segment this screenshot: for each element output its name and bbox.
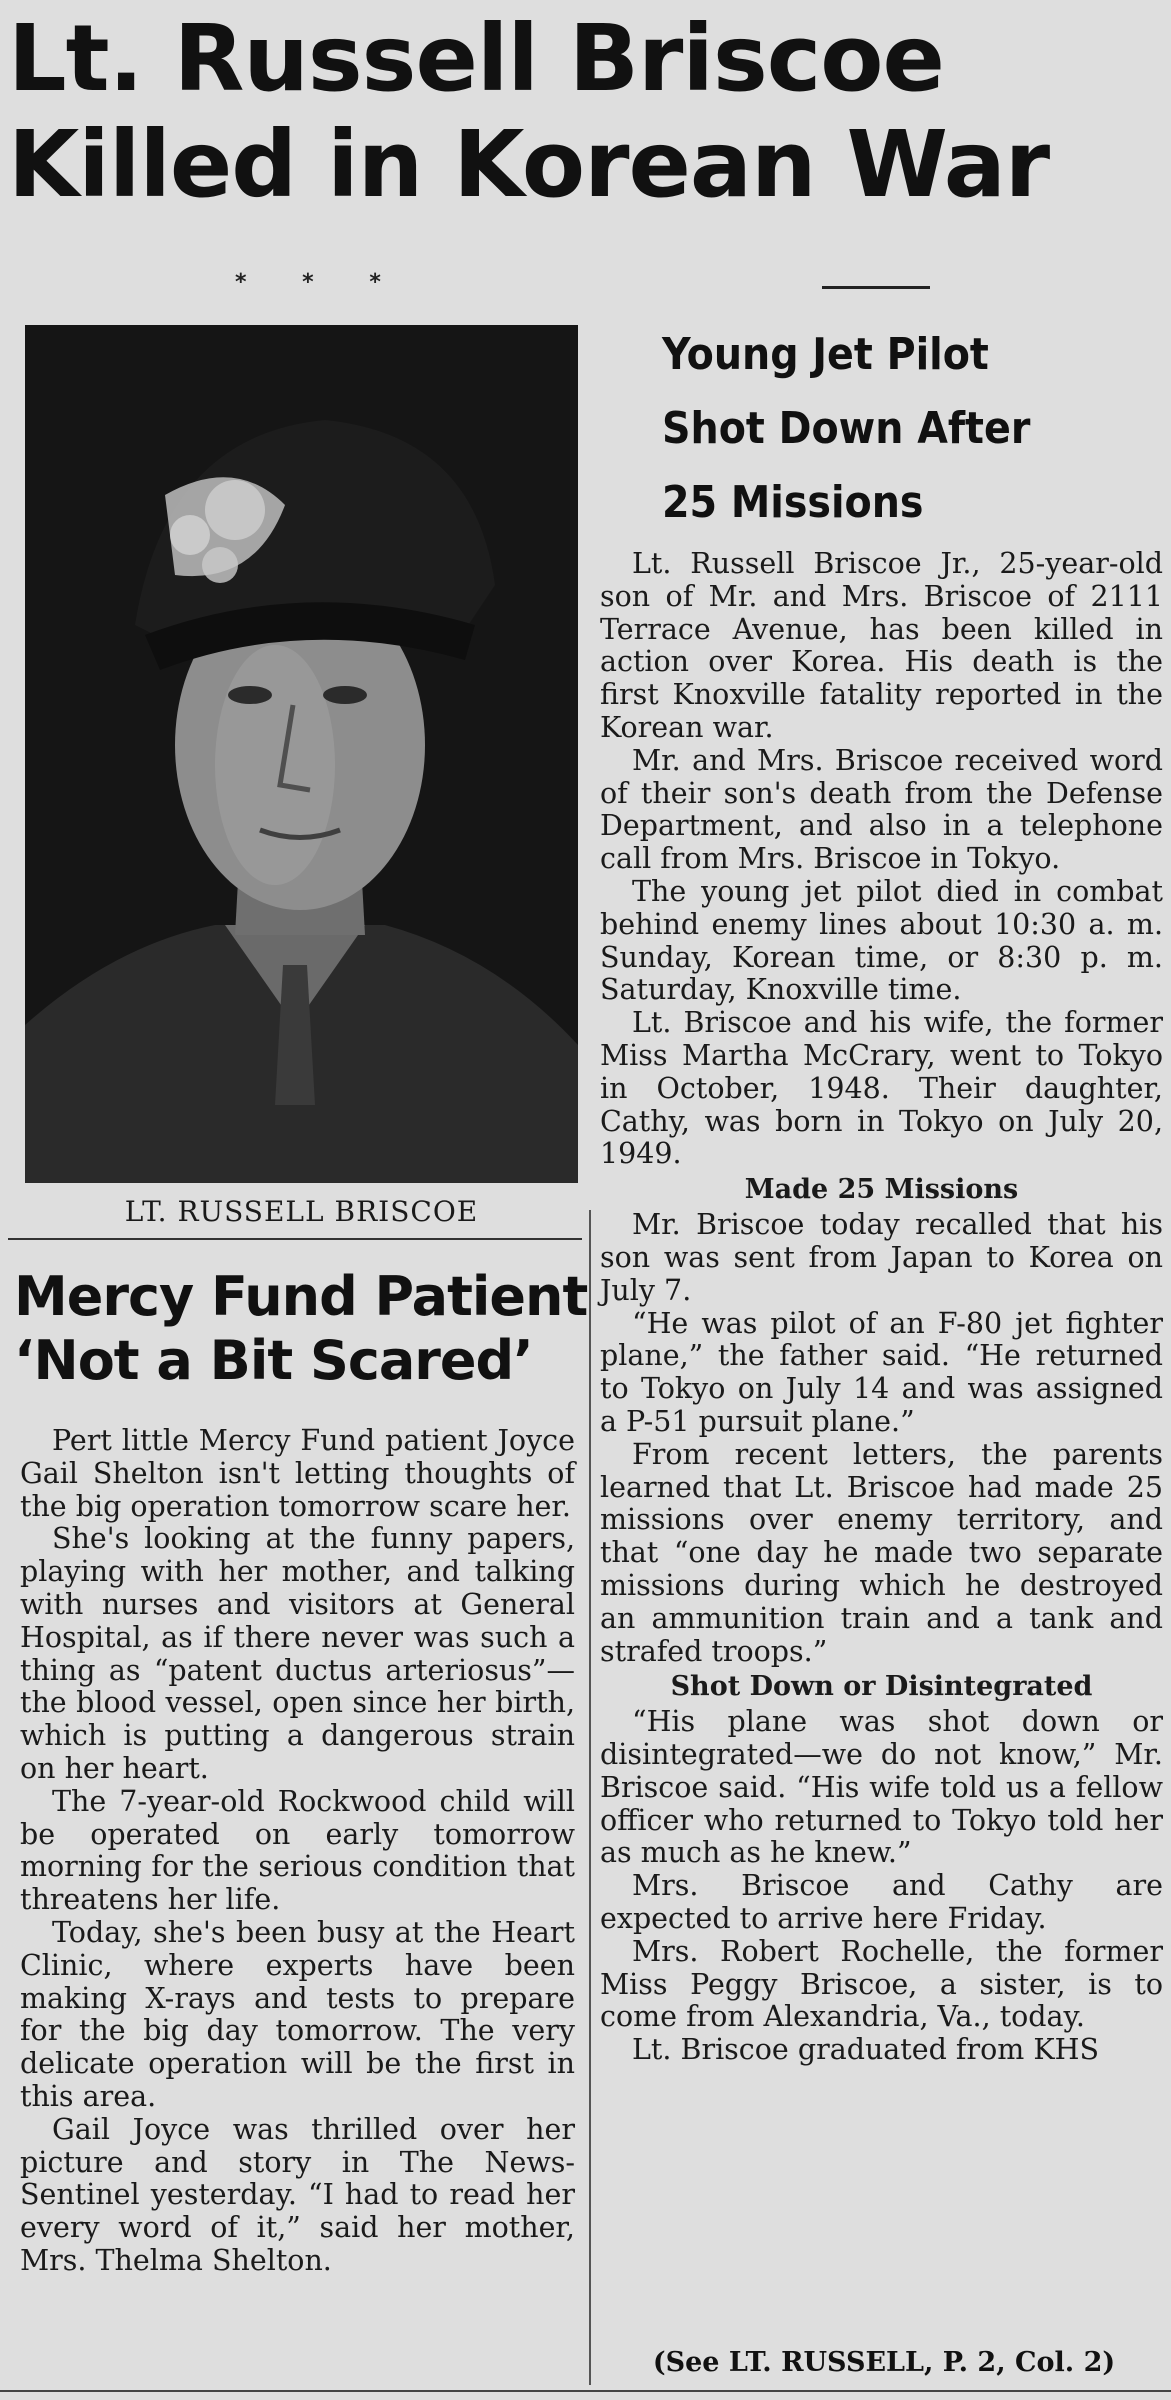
mercy-story-body [20, 1425, 575, 2278]
story-paragraph: Lt. Russell Briscoe Jr., 25-year-old son of Mr. and Mrs. Briscoe of 2111 Terrace Avenue, has been killed in action over Korea. His death is the first Knoxville fatality reported in the Korean war. [600, 547, 1163, 744]
mercy-headline-line-1: Mercy Fund Patient [14, 1265, 588, 1328]
story-paragraph: Pert little Mercy Fund patient Joyce Gail Shelton isn't letting thoughts of the big operation tomorrow scare her. [20, 1424, 575, 1523]
deck-line-2: Shot Down After [662, 403, 1031, 454]
headline-line-1: Lt. Russell Briscoe [8, 5, 944, 112]
short-rule [822, 286, 930, 289]
deck-line-3: 25 Missions [662, 477, 924, 528]
mercy-headline-line-2: ‘Not a Bit Scared’ [14, 1329, 533, 1392]
column-divider [589, 1210, 591, 2385]
separator-stars: * * * [235, 270, 405, 295]
headline [8, 6, 1158, 218]
story-paragraph: Gail Joyce was thrilled over her picture and story in The News-Sentinel yesterday. “I had to read her every word of it,” said her mother, Mrs. Thelma Shelton. [20, 2112, 575, 2277]
story-paragraph: Lt. Briscoe and his wife, the former Miss Martha McCrary, went to Tokyo in October, 1948. Their daughter, Cathy, was born in Tokyo on July 20, 1949. [600, 1006, 1163, 1171]
story-paragraph: She's looking at the funny papers, playing with her mother, and talking with nurses and visitors at General Hospital, as if there never was such a thing as “patent ductus arteriosus”—the blood vessel, open since her birth, which is putting a dangerous strain on her heart. [20, 1522, 575, 1785]
story-paragraph: “His plane was shot down or disintegrated—we do not know,” Mr. Briscoe said. “His wife told us a fellow officer who returned to Tokyo told her as much as he knew.” [600, 1705, 1163, 1870]
story-paragraph: The young jet pilot died in combat behind enemy lines about 10:30 a. m. Sunday, Korean time, or 8:30 p. m. Saturday, Knoxville time. [600, 874, 1163, 1007]
continuation-line: (See LT. RUSSELL, P. 2, Col. 2) [652, 2347, 1116, 2378]
story-paragraph: From recent letters, the parents learned that Lt. Briscoe had made 25 missions over enemy territory, and that “one day he made two separate missions during which he destroyed an ammunition train and a tank and strafed troops.” [600, 1437, 1163, 1668]
story-paragraph: Today, she's been busy at the Heart Clinic, where experts have been making X-rays and tests to prepare for the big day tomorrow. The very delicate operation will be the first in this area. [20, 1915, 575, 2113]
story-deck [662, 318, 1102, 540]
headline-line-2: Killed in Korean War [8, 111, 1050, 218]
story-paragraph: Mrs. Briscoe and Cathy are expected to arrive here Friday. [600, 1869, 1163, 1936]
story-paragraph: The 7-year-old Rockwood child will be operated on early tomorrow morning for the serious condition that threatens her life. [20, 1784, 575, 1917]
subhead-shot-down: Shot Down or Disintegrated [670, 1671, 1093, 1703]
story-paragraph: Lt. Briscoe graduated from KHS [632, 2033, 1100, 2067]
story-paragraph: Mr. and Mrs. Briscoe received word of their son's death from the Defense Department, and also in a telephone call from Mrs. Briscoe in Tokyo. [600, 743, 1163, 876]
story-paragraph: Mr. Briscoe today recalled that his son was sent from Japan to Korea on July 7. [600, 1208, 1163, 1307]
portrait-photo [25, 325, 578, 1183]
story-paragraph: Mrs. Robert Rochelle, the former Miss Peggy Briscoe, a sister, is to come from Alexandria, Va., today. [600, 1934, 1163, 2034]
story-paragraph: “He was pilot of an F-80 jet fighter plane,” the father said. “He returned to Tokyo on July 14 and was assigned a P-51 pursuit plane.” [600, 1306, 1163, 1438]
main-story-body [600, 548, 1163, 2067]
deck-line-1: Young Jet Pilot [662, 329, 989, 380]
portrait-illustration [25, 325, 578, 1183]
subhead-made-25-missions: Made 25 Missions [744, 1174, 1019, 1206]
caption-rule [8, 1238, 582, 1240]
photo-caption: LT. RUSSELL BRISCOE [124, 1195, 479, 1228]
mercy-headline [14, 1265, 588, 1393]
bottom-rule [0, 2390, 1171, 2392]
